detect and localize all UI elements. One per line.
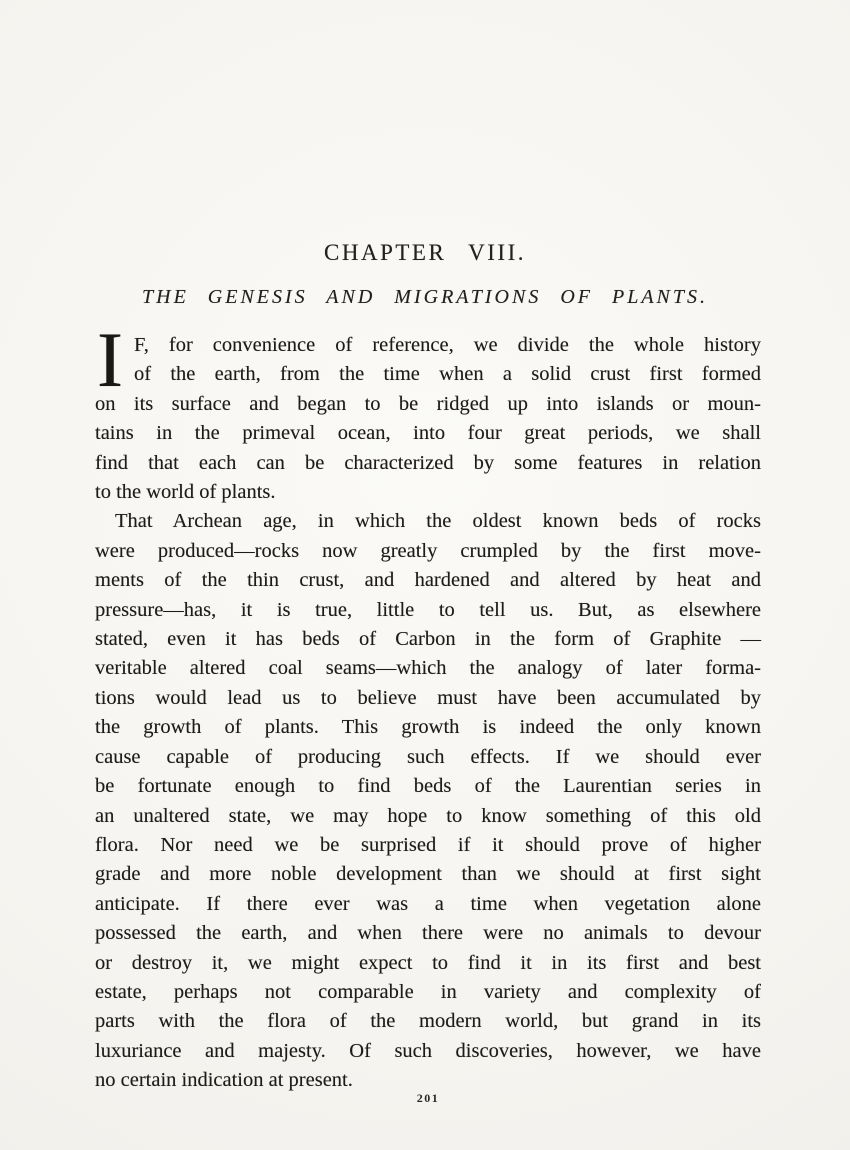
text-line: tains in the primeval ocean, into four great periods, we shall: [95, 422, 761, 445]
text-line: anticipate. If there ever was a time when vegetation alone: [95, 892, 761, 915]
text-line: the growth of plants. This growth is indeed the only known: [95, 716, 761, 739]
text-line: parts with the flora of the modern world, but grand in its: [95, 1010, 761, 1033]
text-line: be fortunate enough to find beds of the Laurentian series in: [95, 775, 761, 798]
text-line: pressure—has, it is true, little to tell us. But, as elsewhere: [95, 598, 761, 621]
paragraph: [95, 507, 761, 1095]
text-line: no certain indication at present.: [95, 1069, 353, 1092]
paragraph: [95, 316, 761, 507]
chapter-title: THE GENESIS AND MIGRATIONS OF PLANTS.: [142, 286, 708, 308]
text-line: F, for convenience of reference, we divide the whole history: [133, 334, 761, 356]
text-line: estate, perhaps not comparable in variety and complexity of: [95, 980, 761, 1003]
text-line: find that each can be characterized by some features in relation: [95, 451, 761, 474]
text-line: flora. Nor need we be surprised if it should prove of higher: [95, 833, 761, 856]
chapter-heading: CHAPTER VIII.: [324, 240, 526, 265]
text-line: tions would lead us to believe must have been accumulated by: [95, 686, 761, 709]
text-line: on its surface and began to be ridged up into islands or moun-: [95, 392, 761, 415]
drop-cap: I: [97, 316, 123, 403]
page-number: 201: [416, 1091, 440, 1105]
text-line: ments of the thin crust, and hardened and altered by heat and: [95, 569, 761, 592]
text-line: possessed the earth, and when there were no animals to devour: [95, 922, 761, 945]
text-line: an unaltered state, we may hope to know something of this old: [95, 804, 761, 827]
text-line: luxuriance and majesty. Of such discoveries, however, we have: [95, 1039, 761, 1062]
text-line: to the world of plants.: [95, 481, 276, 504]
text-line: were produced—rocks now greatly crumpled by the first move-: [95, 539, 761, 562]
text-line: grade and more noble development than we should at first sight: [95, 863, 761, 886]
text-line: cause capable of producing such effects. If we should ever: [95, 745, 761, 768]
text-line: or destroy it, we might expect to find it in its first and best: [95, 951, 761, 974]
text-line: of the earth, from the time when a solid crust first formed: [133, 363, 761, 386]
body-text: [95, 316, 761, 1096]
text-line: stated, even it has beds of Carbon in the form of Graphite —: [95, 628, 761, 651]
text-line: That Archean age, in which the oldest known beds of rocks: [115, 510, 761, 533]
text-line: veritable altered coal seams—which the analogy of later forma-: [95, 657, 761, 680]
